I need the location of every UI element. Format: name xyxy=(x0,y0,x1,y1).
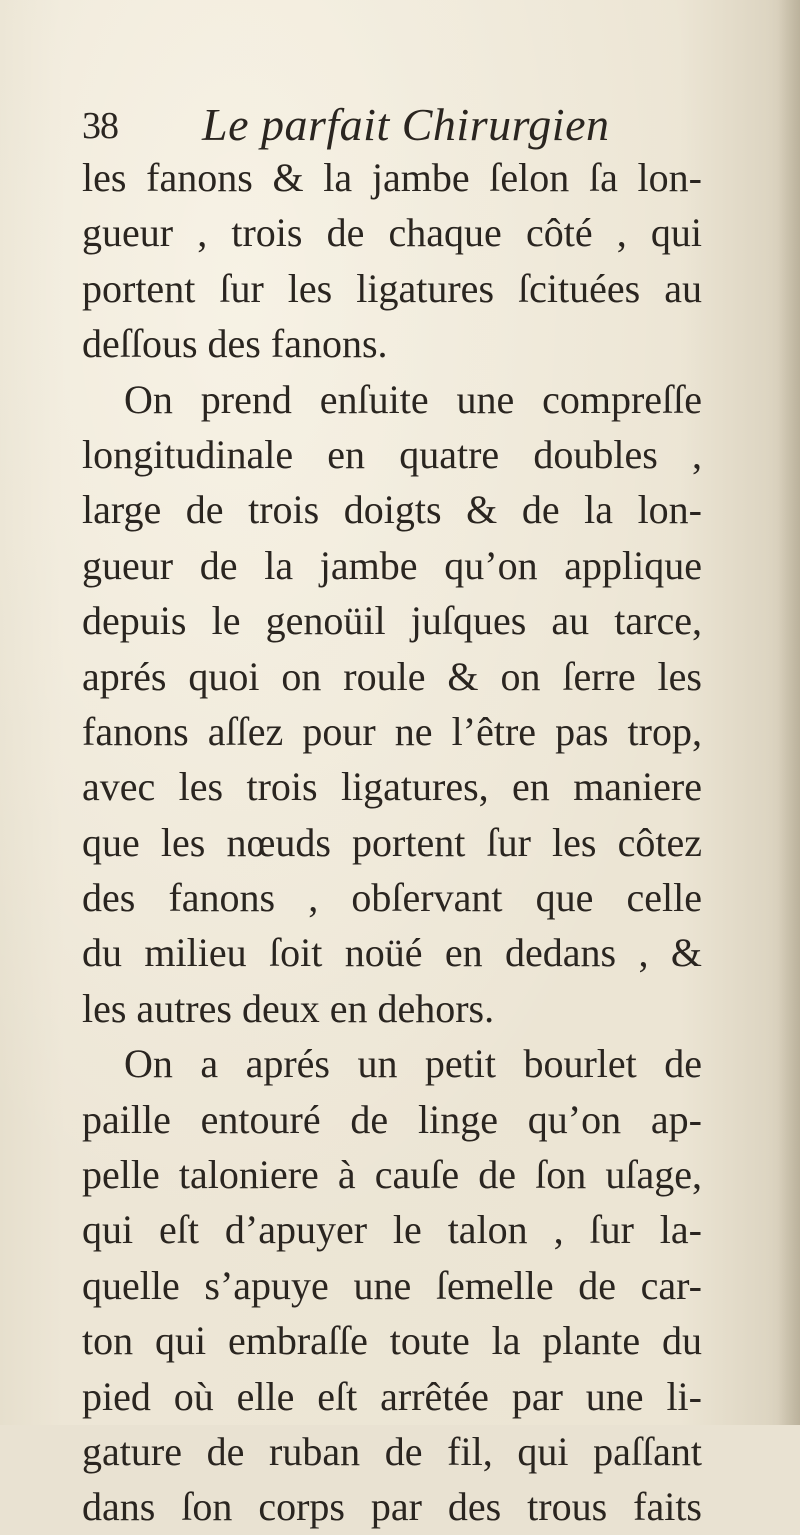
page-edge-shadow xyxy=(778,0,800,1425)
paragraph-end-line: deſſous des fanons. xyxy=(82,321,388,367)
body-text xyxy=(82,150,702,1535)
text-line: aprés quoi on roule & on ſerre les xyxy=(82,653,702,699)
running-title: Le parfait Chirurgien xyxy=(202,99,610,150)
text-line: paille entouré de linge qu’on ap- xyxy=(82,1096,702,1142)
text-line: les fanons & la jambe ſelon ſa lon- xyxy=(82,155,702,200)
text-line: gature de ruban de fil, qui paſſant xyxy=(82,1428,702,1474)
text-line: avec les trois ligatures, en maniere xyxy=(82,764,702,810)
page-number: 38 xyxy=(82,105,118,147)
text-line: depuis le genoüil juſques au tarce, xyxy=(82,598,702,644)
text-line: fanons aſſez pour ne l’être pas trop, xyxy=(82,708,702,754)
text-line: longitudinale en quatre doubles , xyxy=(82,431,702,477)
text-line: quelle s’apuye une ſemelle de car- xyxy=(82,1262,702,1308)
text-line: large de trois doigts & de la lon- xyxy=(82,487,702,533)
text-line: dans ſon corps par des trous faits xyxy=(82,1484,702,1530)
paragraph-end-line: les autres deux en dehors. xyxy=(82,985,495,1031)
text-line: qui eſt d’apuyer le talon , ſur la- xyxy=(82,1207,702,1253)
text-line: des fanons , obſervant que celle xyxy=(82,875,702,921)
text-line: gueur de la jambe qu’on applique xyxy=(82,542,702,588)
text-line: pelle taloniere à cauſe de ſon uſage, xyxy=(82,1152,702,1198)
text-line: ton qui embraſſe toute la plante du xyxy=(82,1318,702,1364)
paragraph-start-line: On prend enſuite une compreſſe xyxy=(124,376,702,422)
text-line: portent ſur les ligatures ſcituées au xyxy=(82,265,702,311)
paragraph-start-line: On a aprés un petit bourlet de xyxy=(124,1041,702,1087)
text-line: pied où elle eſt arrêtée par une li- xyxy=(82,1373,702,1419)
text-line: que les nœuds portent ſur les côtez xyxy=(82,819,702,865)
page-header xyxy=(82,100,722,152)
text-line: gueur , trois de chaque côté , qui xyxy=(82,210,702,256)
text-line: du milieu ſoit noüé en dedans , & xyxy=(82,930,702,976)
